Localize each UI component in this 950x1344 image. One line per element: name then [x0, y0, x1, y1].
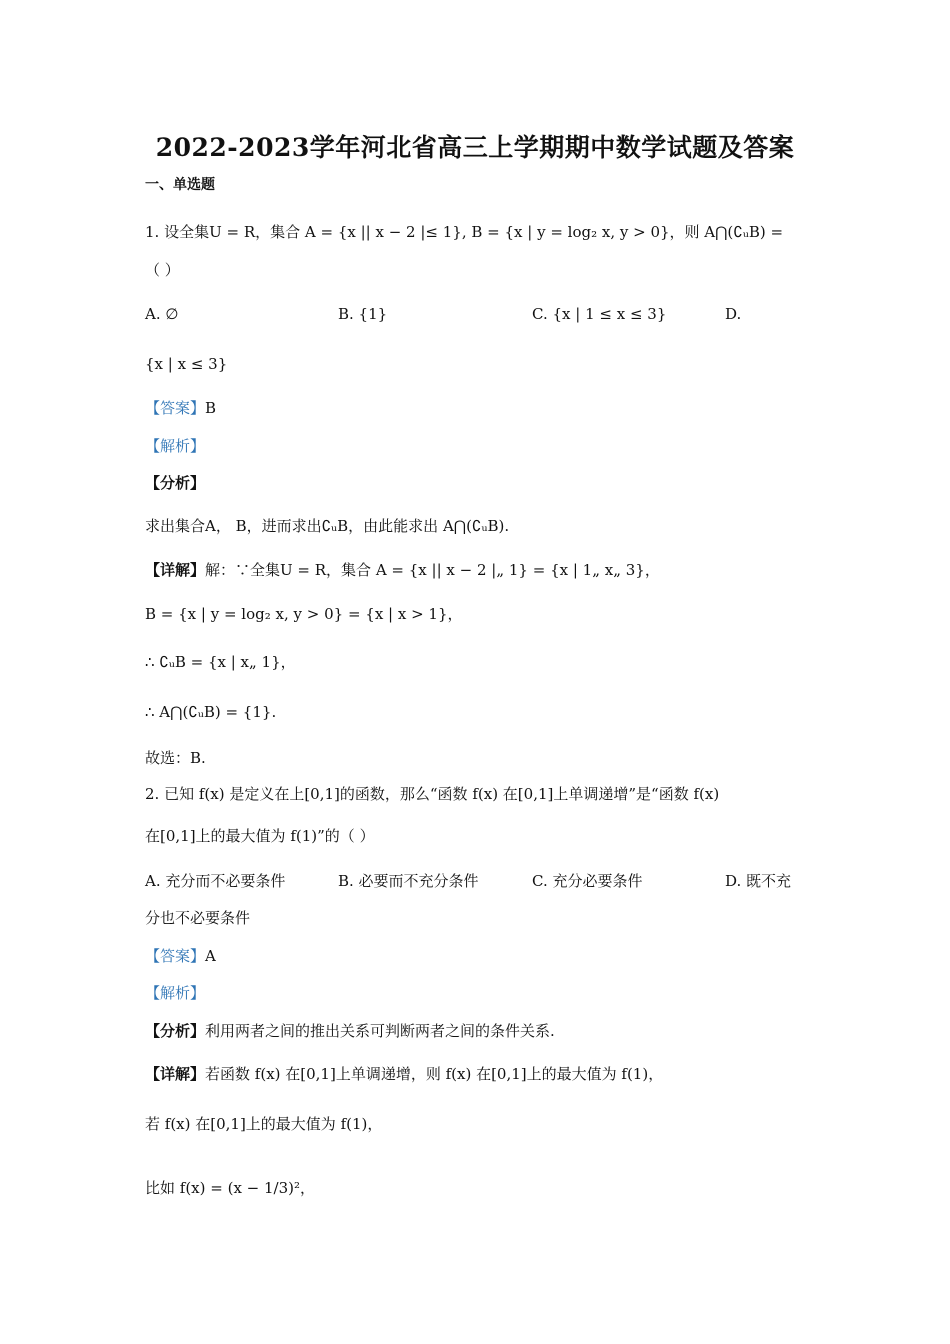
detail-tag: 【详解】: [145, 561, 206, 579]
q1-option-b: B. {1}: [338, 305, 388, 323]
q1-detail-line-5: 故选：B.: [145, 749, 206, 767]
q2-option-c: C. 充分必要条件: [532, 872, 643, 890]
q1-analysis-tag: 【解析】: [145, 437, 206, 455]
q1-detail-line-2: B = {x | y = log₂ x, y > 0} = {x | x > 1}，: [145, 605, 463, 623]
q1-answer-value: B: [205, 399, 217, 417]
detail-tag: 【详解】: [145, 1065, 206, 1083]
q2-detail-line-3: 比如 f(x) = (x − 1/3)²，: [145, 1179, 316, 1197]
q2-fenxi-text: 利用两者之间的推出关系可判断两者之间的条件关系.: [205, 1022, 555, 1040]
q1-option-a: A. ∅: [145, 305, 179, 323]
q1-fenxi-tag: 【分析】: [145, 474, 206, 492]
q2-option-d-content: 分也不必要条件: [145, 909, 251, 927]
answer-tag: 【答案】: [145, 947, 206, 965]
q2-stem-2: 在[0,1]上的最大值为 f(1)”的（ ）: [145, 827, 375, 845]
q2-detail-text: 若函数 f(x) 在[0,1]上单调递增，则 f(x) 在[0,1]上的最大值为 f(1)，: [205, 1065, 664, 1083]
answer-tag: 【答案】: [145, 399, 206, 417]
q1-detail-line-4: ∴ A⋂(∁ᵤB) = {1}.: [145, 703, 277, 721]
q2-analysis-tag: 【解析】: [145, 984, 206, 1002]
q1-answer-line: [145, 398, 216, 418]
q1-option-d: D.: [725, 305, 742, 323]
q1-option-c: C. {x | 1 ≤ x ≤ 3}: [532, 305, 667, 323]
fenxi-tag: 【分析】: [145, 1022, 206, 1040]
q2-stem: 2. 已知 f(x) 是定义在上[0,1]的函数，那么“函数 f(x) 在[0,1]上单调递增”是“函数 f(x): [145, 785, 720, 803]
q2-option-b: B. 必要而不充分条件: [338, 872, 479, 890]
q1-option-d-content: {x | x ≤ 3}: [145, 355, 228, 373]
q2-option-d: D. 既不充: [725, 872, 792, 890]
q1-answer-paren: （ ）: [145, 261, 180, 279]
q2-answer-line: [145, 946, 216, 966]
q2-fenxi-line: [145, 1021, 555, 1041]
q2-answer-value: A: [205, 947, 216, 965]
q1-fenxi-text: 求出集合A， B，进而求出∁ᵤB，由此能求出 A⋂(∁ᵤB).: [145, 517, 510, 535]
q2-option-a: A. 充分而不必要条件: [145, 872, 286, 890]
q1-detail-text: 解：∵全集U = R，集合 A = {x || x − 2 |„ 1} = {x | 1„ x„ 3}，: [205, 561, 660, 579]
page-title: 2022-2023学年河北省高三上学期期中数学试题及答案: [155, 133, 795, 162]
q1-stem: 1. 设全集U = R，集合 A = {x || x − 2 |≤ 1}, B = {x | y = log₂ x, y > 0}，则 A⋂(∁ᵤB) =: [145, 223, 784, 241]
section-heading-single-choice: 一、单选题: [145, 177, 215, 193]
q1-detail-line: [145, 560, 660, 580]
q1-detail-line-3: ∴ ∁ᵤB = {x | x„ 1}，: [145, 653, 296, 671]
q2-detail-line: [145, 1064, 663, 1084]
q2-detail-line-2: 若 f(x) 在[0,1]上的最大值为 f(1)，: [145, 1115, 383, 1133]
